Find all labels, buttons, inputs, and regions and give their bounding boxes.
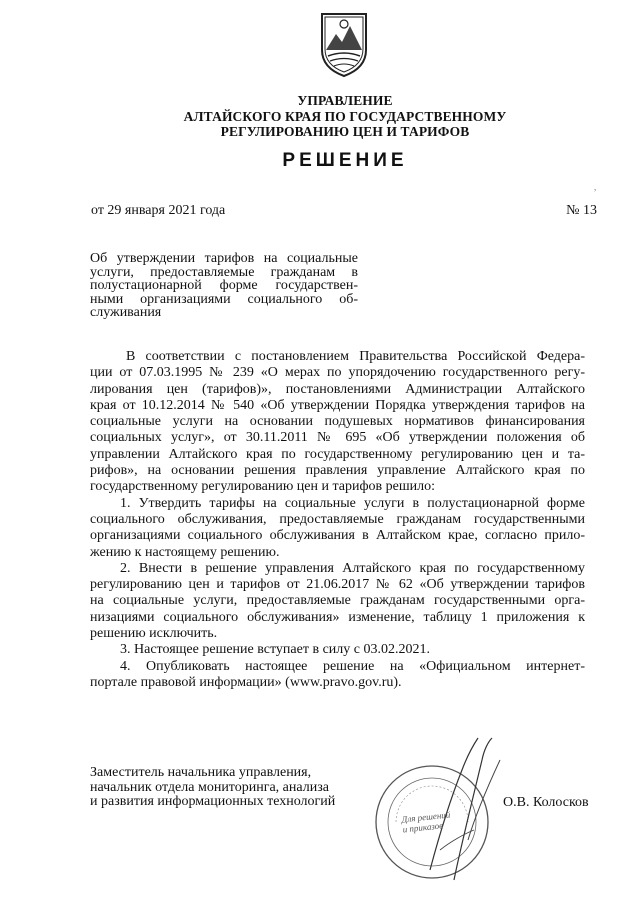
body-line: ции от 07.03.1995 № 239 «О мерах по упорядочению государственного регу- — [90, 365, 585, 381]
subject-line: услуги, предоставляемые гражданам в — [90, 264, 358, 280]
body-line: 2. Внести в решение управления Алтайского края по государственному — [120, 560, 585, 576]
subject-line: служивания — [90, 305, 162, 321]
body-line: портале правовой информации» (www.pravo.gov.ru). — [90, 674, 402, 690]
document-type-title: РЕШЕНИЕ — [282, 150, 408, 171]
body-line: на социальные услуги, предоставляемые гражданам государственными орга- — [90, 593, 585, 609]
document-subject — [90, 252, 358, 320]
agency-name — [150, 93, 540, 140]
stamp-label-line: Для решений — [401, 809, 451, 825]
signer-name: О.В. Колосков — [503, 795, 589, 810]
body-line: 1. Утвердить тарифы на социальные услуги в полустационарной форме — [120, 495, 585, 511]
body-line: государственному регулированию цен и тарифов решило: — [90, 479, 436, 495]
body-line: рифов», на основании решения правления управление Алтайского края по — [90, 463, 585, 479]
subject-line: ными организациями социального об- — [90, 291, 358, 307]
body-line: 4. Опубликовать настоящее решение на «Официальном интернет- — [120, 658, 585, 674]
agency-line: АЛТАЙСКОГО КРАЯ ПО ГОСУДАРСТВЕННОМУ — [183, 108, 507, 124]
signer-position-line: и развития информационных технологий — [90, 794, 336, 809]
document-date: от 29 января 2021 года — [91, 203, 226, 218]
scan-mark: , — [594, 182, 597, 192]
body-line: управлении Алтайского края по государственному регулированию цен и та- — [90, 446, 585, 462]
subject-line: Об утверждении тарифов на социальные — [90, 251, 358, 266]
signer-position-line: Заместитель начальника управления, — [90, 765, 312, 780]
body-line: жению к настоящему решению. — [90, 544, 280, 560]
coat-of-arms-emblem — [318, 10, 370, 78]
body-line: лирования цен (тарифов)», постановлениями Администрации Алтайского — [90, 381, 585, 397]
body-line: организациями социального обслуживания в Алтайском крае, согласно прило- — [90, 528, 585, 544]
signer-position — [90, 766, 335, 810]
subject-line: полустационарной форме государствен- — [90, 278, 358, 294]
agency-line: РЕГУЛИРОВАНИЮ ЦЕН И ТАРИФОВ — [220, 124, 470, 139]
document-number: № 13 — [566, 203, 597, 218]
body-line: 3. Настоящее решение вступает в силу с 03.02.2021. — [120, 642, 430, 658]
signer-position-line: начальник отдела мониторинга, анализа — [90, 779, 329, 795]
body-line: социального обслуживания, предоставляемые гражданам государственными — [90, 511, 585, 527]
stamp-label-line: и приказов — [402, 820, 444, 835]
body-line: низациями социального обслуживания» изменение, таблицу 1 приложения к — [90, 609, 585, 625]
body-line: решению исключить. — [90, 626, 218, 642]
body-line: края от 10.12.2014 № 540 «Об утверждении Порядка утверждения тарифов на — [90, 397, 585, 413]
document-body — [90, 349, 585, 691]
body-line: регулированию цен и тарифов от 21.06.2017 № 62 «Об утверждении тарифов — [90, 577, 585, 593]
body-line: В соответствии с постановлением Правительства Российской Федера- — [126, 349, 585, 364]
agency-line: УПРАВЛЕНИЕ — [297, 93, 393, 108]
body-line: социальные услуги на основании подушевых нормативов финансирования — [90, 414, 585, 430]
body-line: социальных услуг», от 30.11.2011 № 695 «Об утверждении положения об — [90, 430, 585, 446]
